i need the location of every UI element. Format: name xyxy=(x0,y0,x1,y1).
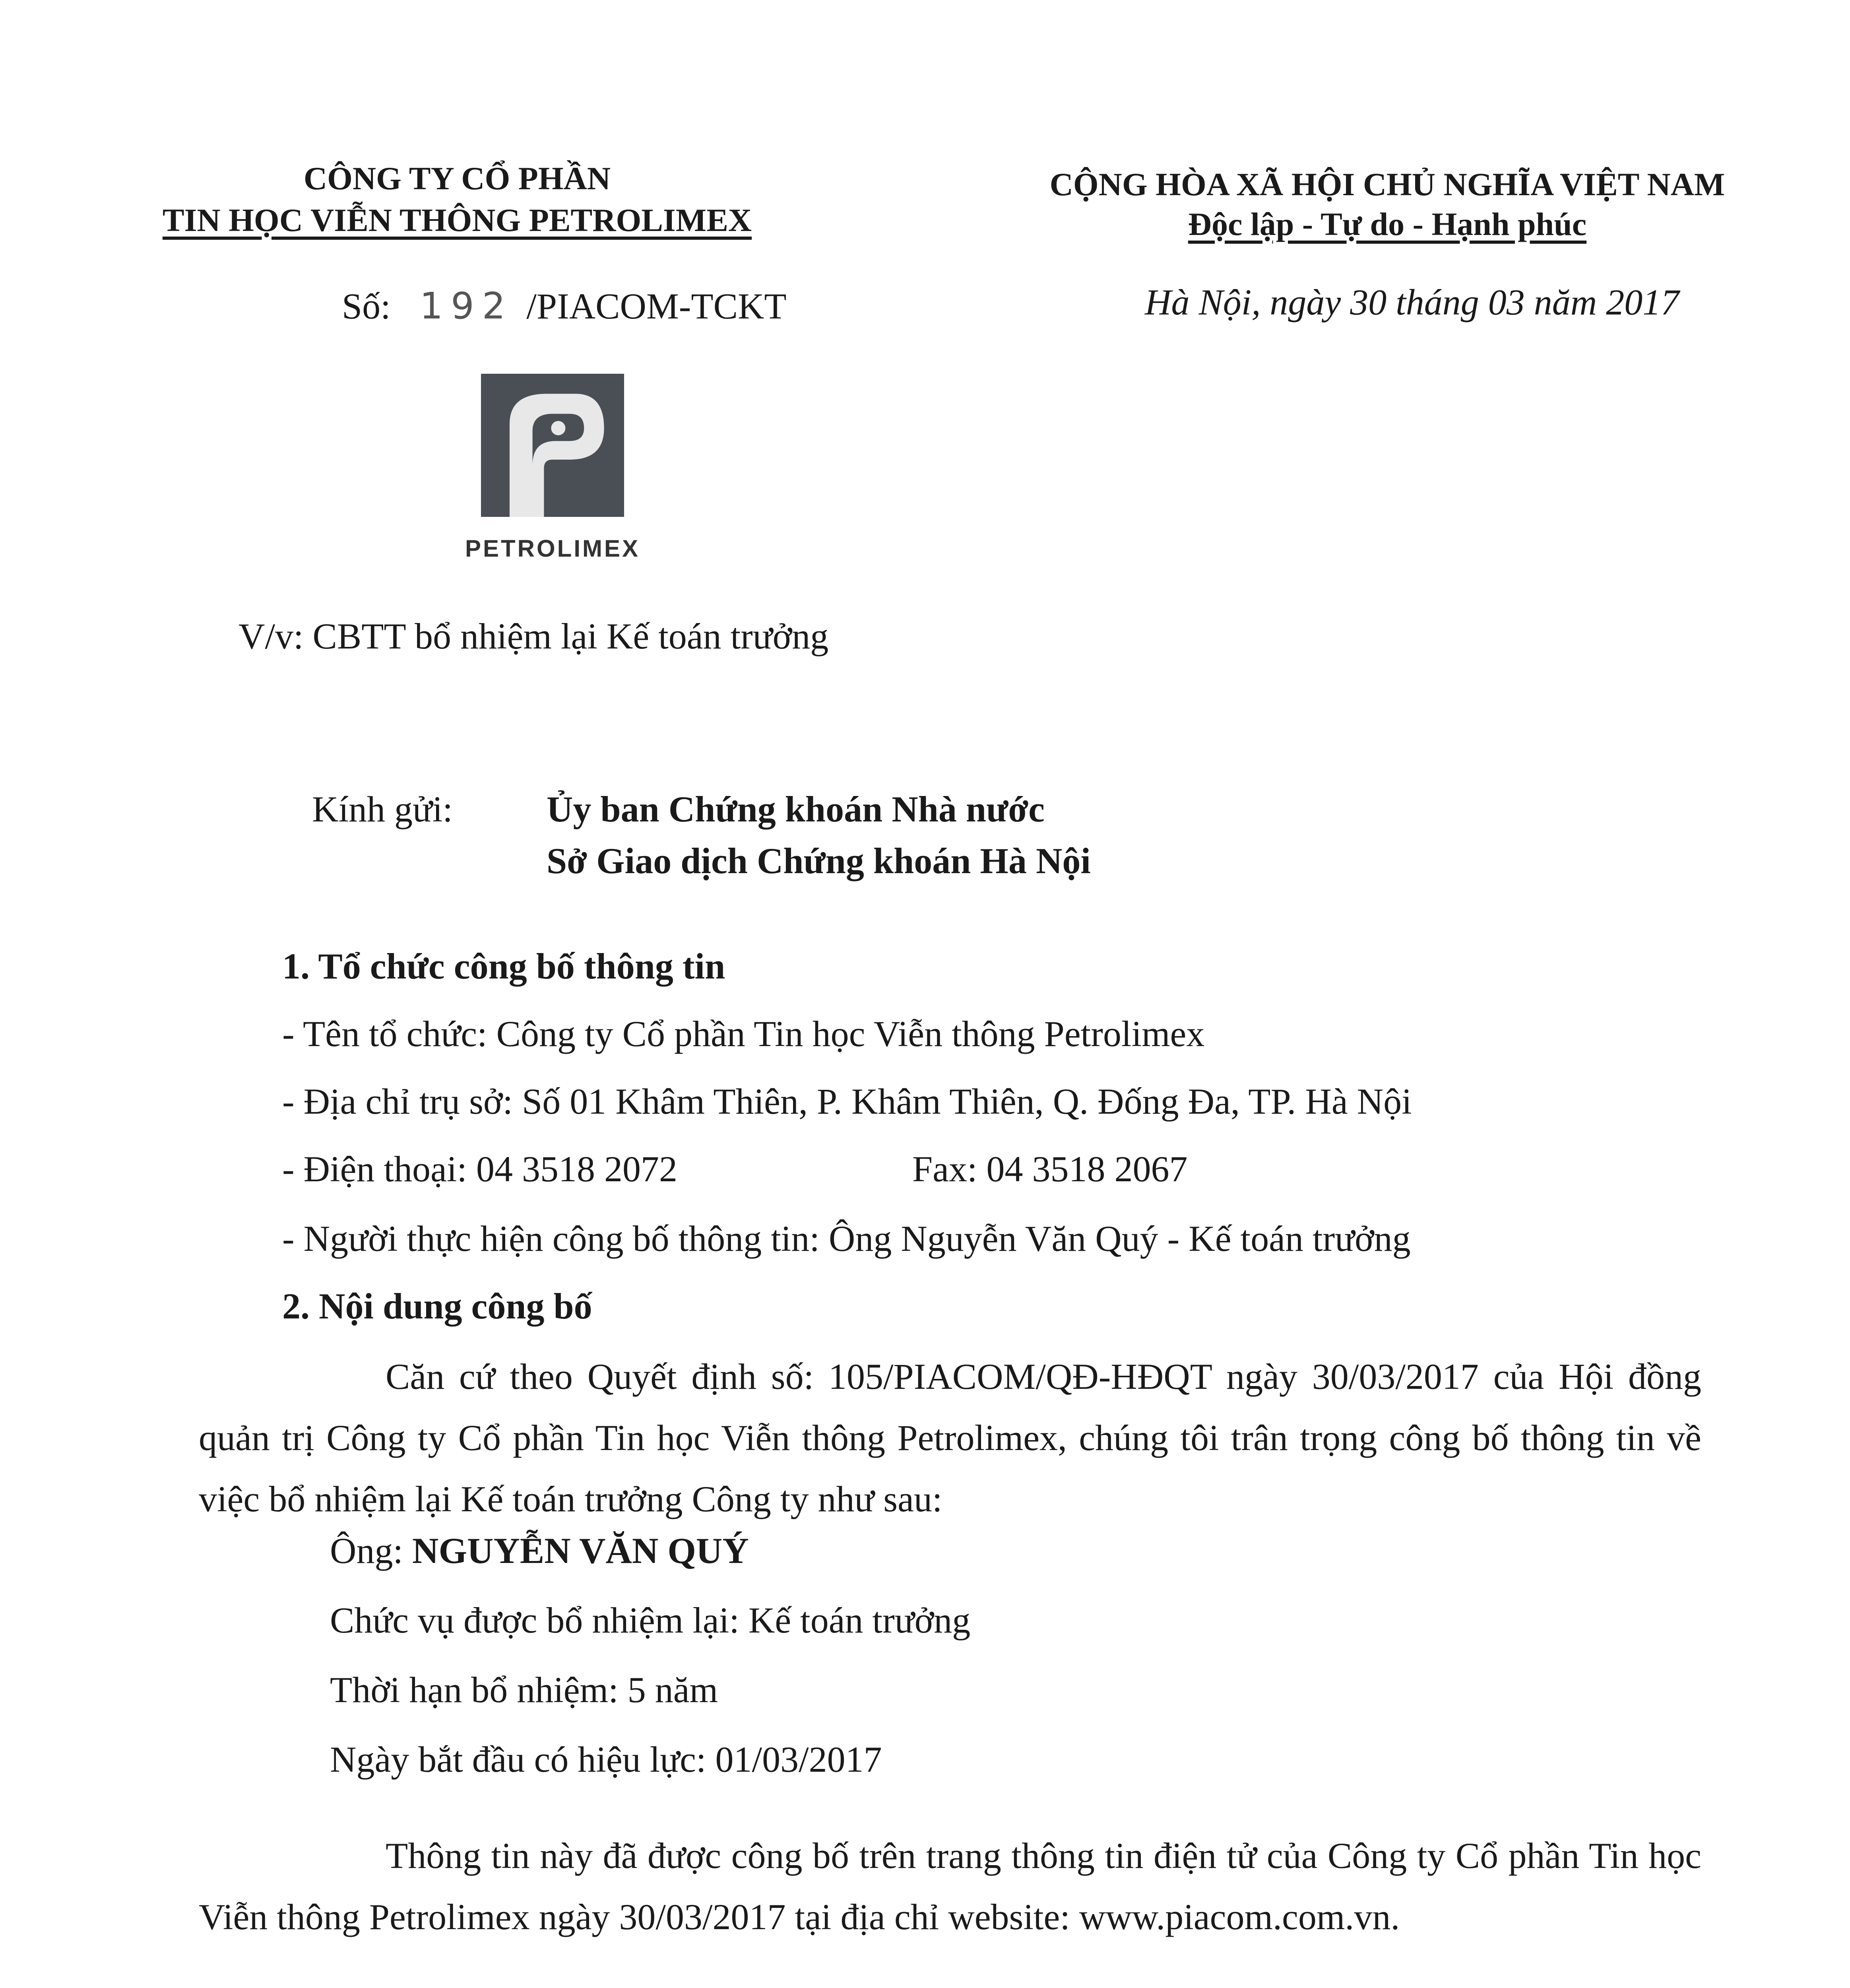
effective-date: Ngày bắt đầu có hiệu lực: 01/03/2017 xyxy=(330,1739,882,1780)
section2-title: 2. Nội dung công bố xyxy=(282,1286,592,1326)
company-name-line1: CÔNG TY CỔ PHẦN xyxy=(303,160,611,196)
company-name-line2: TIN HỌC VIỄN THÔNG PETROLIMEX xyxy=(162,202,752,238)
recipient-ssc: Ủy ban Chứng khoán Nhà nước xyxy=(547,789,1045,829)
doc-number-label: Số: xyxy=(342,286,391,326)
disclosure-person: - Người thực hiện công bố thông tin: Ông Nguyễn Văn Quý - Kế toán trưởng xyxy=(282,1218,1411,1259)
appointee xyxy=(330,1529,749,1573)
org-name: - Tên tổ chức: Công ty Cổ phần Tin học Viễn thông Petrolimex xyxy=(282,1013,1205,1054)
doc-number-suffix: /PIACOM-TCKT xyxy=(526,286,787,326)
appointed-position: Chức vụ được bổ nhiệm lại: Kế toán trưởng xyxy=(330,1600,971,1640)
section1-title: 1. Tổ chức công bố thông tin xyxy=(282,946,725,986)
org-address: - Địa chỉ trụ sở: Số 01 Khâm Thiên, P. Khâm Thiên, Q. Đống Đa, TP. Hà Nội xyxy=(282,1081,1412,1122)
nation-motto: Độc lập - Tự do - Hạnh phúc xyxy=(1188,206,1587,242)
date-line: Hà Nội, ngày 30 tháng 03 năm 2017 xyxy=(1145,282,1679,322)
logo-wordmark: PETROLIMEX xyxy=(465,535,640,562)
org-fax: Fax: 04 3518 2067 xyxy=(912,1149,1188,1189)
org-phone: - Điện thoại: 04 3518 2072 xyxy=(282,1149,677,1189)
nation-title: CỘNG HÒA XÃ HỘI CHỦ NGHĨA VIỆT NAM xyxy=(1049,166,1725,202)
appointee-prefix: Ông: xyxy=(330,1530,403,1571)
appointee-name: NGUYỄN VĂN QUÝ xyxy=(412,1530,749,1571)
petrolimex-logo-icon xyxy=(481,374,624,517)
appointment-term: Thời hạn bổ nhiệm: 5 năm xyxy=(330,1670,718,1710)
decision-paragraph: Căn cứ theo Quyết định số: 105/PIACOM/QĐ-HĐQT ngày 30/03/2017 của Hội đồng quản trị Công ty Cổ phần Tin học Viễn thông Petrolimex, chúng tôi trân trọng công bố thông tin về việc bổ nhiệm lại Kế toán trưởng Công ty như sau: xyxy=(199,1356,1701,1519)
subject-line: V/v: CBTT bổ nhiệm lại Kế toán trưởng xyxy=(239,616,829,656)
recipient-hnx: Sở Giao dịch Chứng khoán Hà Nội xyxy=(547,841,1091,881)
doc-number xyxy=(342,284,787,328)
recipients-label: Kính gửi: xyxy=(312,789,453,829)
website-paragraph: Thông tin này đã được công bố trên trang thông tin điện tử của Công ty Cổ phần Tin học Viễn thông Petrolimex ngày 30/03/2017 tại địa chỉ website: www.piacom.com.vn. xyxy=(199,1835,1701,1937)
doc-number-value: 192 xyxy=(419,285,514,327)
